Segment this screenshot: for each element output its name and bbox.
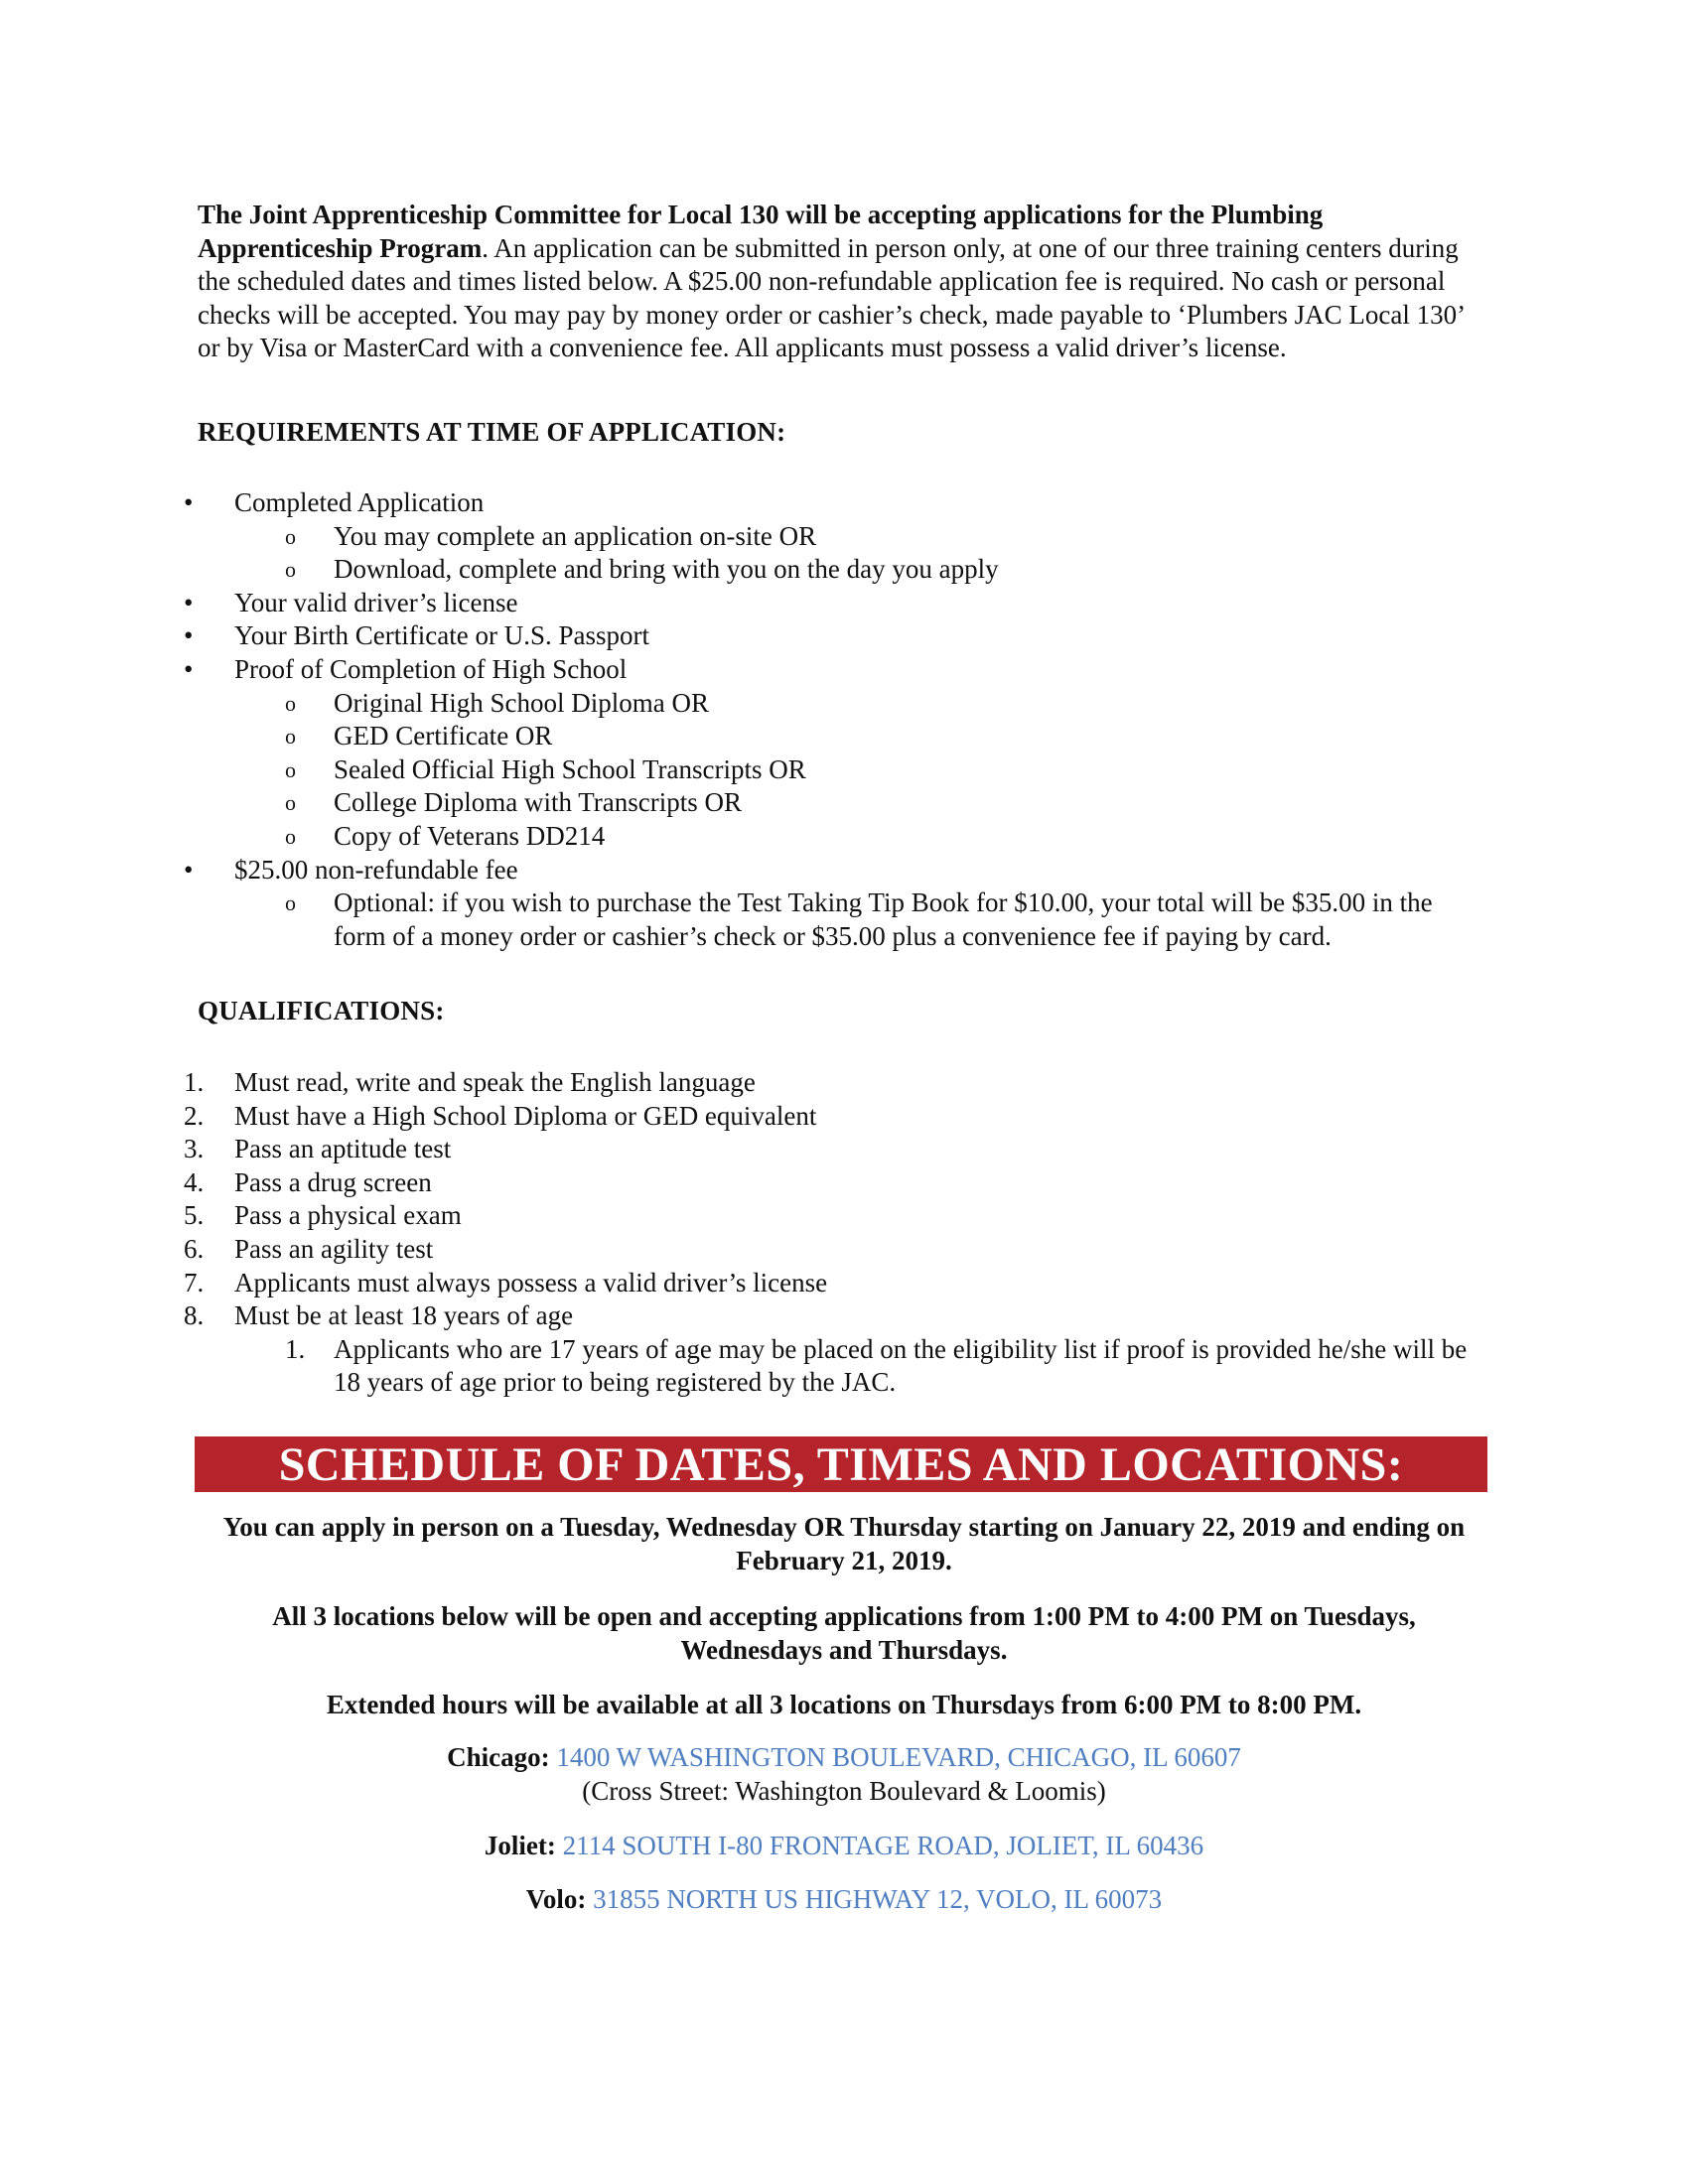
list-item: 2. Must have a High School Diploma or GED equivalent <box>0 1100 1688 1134</box>
list-item: • Proof of Completion of High School <box>0 653 1688 687</box>
schedule-dates-text: You can apply in person on a Tuesday, Wednesday OR Thursday starting on January 22, 2019 and ending on February 21, 2019. <box>222 1512 1466 1575</box>
sub-list-item: o College Diploma with Transcripts OR <box>0 786 1688 820</box>
list-item: 1. Must read, write and speak the English language <box>0 1066 1688 1100</box>
bullet-icon: • <box>184 587 194 617</box>
sub-list-item: o GED Certificate OR <box>0 720 1688 753</box>
circle-bullet-icon: o <box>285 557 296 583</box>
sub-list-number: 1. <box>285 1333 306 1364</box>
list-item: • $25.00 non-refundable fee <box>0 854 1688 887</box>
address-link[interactable]: 1400 W WASHINGTON BOULEVARD, CHICAGO, IL 60607 <box>556 1742 1241 1772</box>
list-item: • Completed Application <box>0 486 1688 520</box>
list-item: 8. Must be at least 18 years of age <box>0 1299 1688 1333</box>
list-item: 3. Pass an aptitude test <box>0 1133 1688 1166</box>
sub-list-item: o Original High School Diploma OR <box>0 687 1688 721</box>
list-number: 1. <box>184 1067 205 1097</box>
location-city: Chicago: <box>447 1742 550 1772</box>
bullet-icon: • <box>184 620 194 651</box>
qualifications-heading: QUALIFICATIONS: <box>198 996 445 1025</box>
schedule-hours-text: All 3 locations below will be open and accepting applications from 1:00 PM to 4:00 PM on Tuesdays, Wednesdays and Thursdays. <box>272 1601 1416 1665</box>
bullet-icon: • <box>184 653 194 684</box>
intro-body-text: . An application can be submitted in person only, at one of our three training centers during the scheduled dates and times listed below. A $25.00 non-refundable application fee is required. No cash or personal checks will be accepted. You may pay by money order or cashier’s check, made payable to ‘Plumbers JAC Local 130’ or by Visa or MasterCard with a convenience fee. All applicants must possess a valid driver’s license. <box>198 232 1465 362</box>
sub-list-item: 1. Applicants who are 17 years of age may be placed on the eligibility list if proof is provided he/she will be 18 years of age prior to being registered by the JAC. <box>285 1333 1468 1398</box>
list-item: 7. Applicants must always possess a valid driver’s license <box>0 1267 1688 1300</box>
schedule-extended-hours-text: Extended hours will be available at all 3 locations on Thursdays from 6:00 PM to 8:00 PM. <box>326 1690 1362 1719</box>
circle-bullet-icon: o <box>285 724 296 750</box>
list-number: 6. <box>184 1233 205 1264</box>
list-number: 4. <box>184 1166 205 1197</box>
location-chicago <box>199 1741 1489 1808</box>
address-link[interactable]: 2114 SOUTH I-80 FRONTAGE ROAD, JOLIET, IL 60436 <box>562 1831 1204 1860</box>
list-number: 8. <box>184 1300 205 1331</box>
requirements-list <box>0 486 1688 953</box>
location-city: Volo: <box>525 1884 587 1914</box>
list-item: • Your valid driver’s license <box>0 587 1688 620</box>
circle-bullet-icon: o <box>285 823 296 849</box>
list-item: • Your Birth Certificate or U.S. Passport <box>0 619 1688 653</box>
location-city: Joliet: <box>484 1831 556 1860</box>
sub-list-item: o Optional: if you wish to purchase the Test Taking Tip Book for $10.00, your total will be $35.00 in the form of a money order or cashier’s check or $35.00 plus a convenience fee if paying by card. <box>285 887 1433 951</box>
list-number: 3. <box>184 1134 205 1164</box>
requirements-heading: REQUIREMENTS AT TIME OF APPLICATION: <box>198 417 786 447</box>
list-number: 7. <box>184 1267 205 1297</box>
list-item: 6. Pass an agility test <box>0 1233 1688 1267</box>
qualifications-list <box>0 1066 1688 1400</box>
location-volo <box>199 1883 1489 1917</box>
intro-paragraph <box>198 199 1488 365</box>
bullet-icon: • <box>184 854 194 885</box>
sub-list-item: o Download, complete and bring with you on the day you apply <box>0 553 1688 587</box>
sub-list-item: o Sealed Official High School Transcripts OR <box>0 753 1688 787</box>
intro-bold-text: The Joint Apprenticeship Committee for Local 130 will be accepting applications for the Plumbing Apprenticeship Program <box>198 200 1324 263</box>
sub-list-item: o Copy of Veterans DD214 <box>0 820 1688 854</box>
schedule-banner: SCHEDULE OF DATES, TIMES AND LOCATIONS: <box>195 1436 1487 1492</box>
circle-bullet-icon: o <box>285 890 296 916</box>
address-link[interactable]: 31855 NORTH US HIGHWAY 12, VOLO, IL 60073 <box>593 1884 1163 1914</box>
sub-list-item: o You may complete an application on-site OR <box>0 520 1688 554</box>
list-item: 5. Pass a physical exam <box>0 1199 1688 1233</box>
circle-bullet-icon: o <box>285 756 296 782</box>
circle-bullet-icon: o <box>285 790 296 816</box>
bullet-icon: • <box>184 487 194 517</box>
list-item: 4. Pass a drug screen <box>0 1166 1688 1200</box>
list-number: 2. <box>184 1100 205 1131</box>
circle-bullet-icon: o <box>285 690 296 716</box>
location-note: (Cross Street: Washington Boulevard & Loomis) <box>582 1775 1106 1806</box>
location-joliet <box>199 1830 1489 1863</box>
circle-bullet-icon: o <box>285 523 296 549</box>
list-number: 5. <box>184 1200 205 1231</box>
